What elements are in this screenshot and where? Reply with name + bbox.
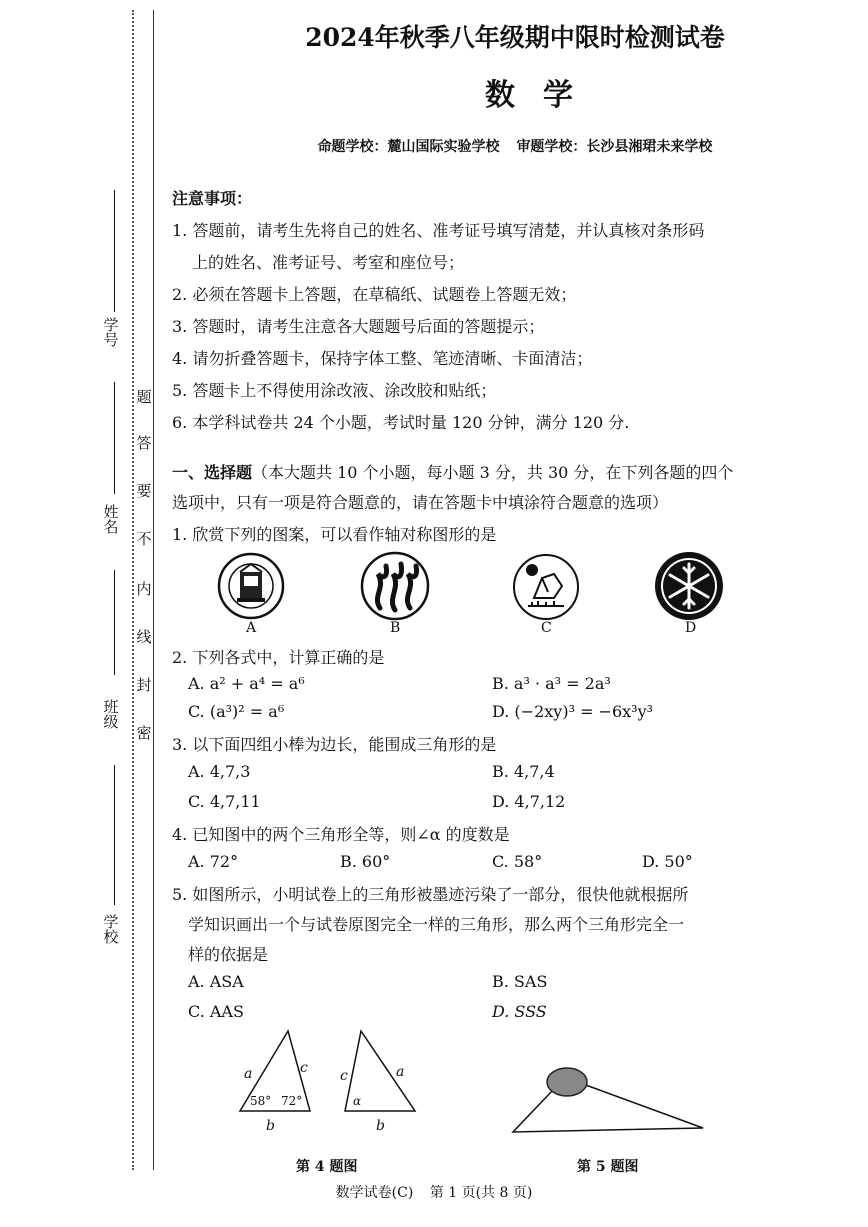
q1-option-label: A xyxy=(246,620,257,636)
notice-item: 1. 答题前，请考生先将自己的姓名、准考证号填写清楚，并认真核对条形码 xyxy=(172,221,705,240)
q5-option-c: C. AAS xyxy=(188,1002,244,1021)
footer-page: 第 1 页(共 8 页) xyxy=(429,1185,533,1201)
seal-char: 封 xyxy=(136,676,152,694)
q3-option-d: D. 4,7,12 xyxy=(492,792,566,811)
page-footer xyxy=(0,1182,868,1202)
q1-stem: 1. 欣赏下列的图案，可以看作轴对称图形的是 xyxy=(172,525,497,544)
fig4-tri1-side-a: a xyxy=(244,1066,253,1082)
notice-item: 4. 请勿折叠答题卡，保持字体工整、笔迹清晰、卡面清洁； xyxy=(172,349,593,368)
q4-option-a: A. 72° xyxy=(188,852,239,871)
q2-stem: 2. 下列各式中，计算正确的是 xyxy=(172,648,385,667)
section1-intro xyxy=(172,460,733,483)
cut-dotted-line xyxy=(132,10,134,1170)
notice-heading: 注意事项： xyxy=(172,189,253,208)
q5-option-d: D. SSS xyxy=(492,1002,547,1021)
q1-option-a-emblem-icon xyxy=(215,552,287,620)
school-underline[interactable] xyxy=(114,765,116,905)
fig4-tri1-angle-right: 72° xyxy=(281,1094,303,1108)
notice-item: 6. 本学科试卷共 24 个小题，考试时量 120 分钟，满分 120 分. xyxy=(172,413,630,432)
seal-char: 题 xyxy=(136,388,152,406)
fig4-tri2-angle: α xyxy=(353,1094,362,1108)
student-id-label: 学 号 xyxy=(103,316,119,349)
q1-option-label: B xyxy=(390,620,401,636)
seal-char: 要 xyxy=(136,482,152,500)
name-label: 姓 名 xyxy=(103,503,119,536)
fig4-tri2-side-c: c xyxy=(340,1068,348,1084)
section1-desc-2: 选项中，只有一项是符合题意的，请在答题卡中填涂符合题意的选项） xyxy=(172,493,669,512)
q3-stem: 3. 以下面四组小棒为边长，能围成三角形的是 xyxy=(172,735,497,754)
q2-option-a: A. a² + a⁴ = a⁶ xyxy=(188,674,305,693)
q1-option-label: D xyxy=(685,620,697,636)
notice-item: 上的姓名、准考证号、考室和座位号； xyxy=(192,253,465,272)
seal-char: 内 xyxy=(136,580,152,598)
section1-desc: （本大题共 10 个小题，每小题 3 分，共 30 分，在下列各题的四个 xyxy=(252,463,734,482)
seal-char: 不 xyxy=(136,530,152,548)
fig4-tri2-side-a: a xyxy=(396,1064,405,1080)
fig4-tri1-side-b: b xyxy=(266,1118,275,1134)
q1-option-d-snowflake-icon xyxy=(652,550,726,622)
q3-option-a: A. 4,7,3 xyxy=(188,762,251,781)
q4-option-d: D. 50° xyxy=(642,852,693,871)
seal-char: 线 xyxy=(136,628,152,646)
q2-option-b: B. a³ · a³ = 2a³ xyxy=(492,674,611,693)
class-underline[interactable] xyxy=(114,570,116,675)
notice-item: 2. 必须在答题卡上答题，在草稿纸、试题卷上答题无效； xyxy=(172,285,577,304)
q2-option-c: C. (a³)² = a⁶ xyxy=(188,702,285,721)
seal-char: 密 xyxy=(136,724,152,742)
q5-option-a: A. ASA xyxy=(188,972,244,991)
school-label: 学 校 xyxy=(103,913,119,946)
q2-option-d: D. (−2xy)³ = −6x³y³ xyxy=(492,702,654,721)
fig4-caption: 第 4 题图 xyxy=(296,1159,358,1175)
q3-option-c: C. 4,7,11 xyxy=(188,792,261,811)
notice-item: 3. 答题时，请考生注意各大题题号后面的答题提示； xyxy=(172,317,545,336)
reviewer-school: 审题学校：长沙县湘珺未来学校 xyxy=(516,139,713,155)
q3-option-b: B. 4,7,4 xyxy=(492,762,555,781)
footer-subject: 数学试卷(C) xyxy=(335,1185,414,1201)
q5-option-b: B. SAS xyxy=(492,972,548,991)
q1-option-c-building-icon xyxy=(510,552,582,622)
student-id-underline[interactable] xyxy=(114,190,116,312)
exam-title: 2024年秋季八年级期中限时检测试卷 xyxy=(305,23,725,52)
q4-stem: 4. 已知图中的两个三角形全等，则∠α 的度数是 xyxy=(172,825,510,844)
school-credits xyxy=(170,136,860,156)
setter-school: 命题学校：麓山国际实验学校 xyxy=(317,139,500,155)
fig5-stained-triangle xyxy=(505,1060,715,1140)
fig4-tri2-side-b: b xyxy=(376,1118,385,1134)
q5-stem-cont: 学知识画出一个与试卷原图完全一样的三角形，那么两个三角形完全一 xyxy=(188,915,685,934)
fig5-caption: 第 5 题图 xyxy=(577,1159,639,1175)
q5-stem-cont: 样的依据是 xyxy=(188,945,269,964)
q1-option-label: C xyxy=(541,620,552,636)
q4-option-c: C. 58° xyxy=(492,852,543,871)
frame-line xyxy=(153,10,154,1170)
notice-item: 5. 答题卡上不得使用涂改液、涂改胶和贴纸； xyxy=(172,381,497,400)
q5-stem: 5. 如图所示，小明试卷上的三角形被墨迹污染了一部分，很快他就根据所 xyxy=(172,885,689,904)
q1-option-b-flame-icon xyxy=(358,550,432,622)
section1-heading: 一、选择题 xyxy=(172,463,253,482)
fig4-tri1-side-c: c xyxy=(300,1060,308,1076)
fig4-triangle-2 xyxy=(335,1025,425,1120)
class-label: 班 级 xyxy=(103,698,119,731)
q4-option-b: B. 60° xyxy=(340,852,391,871)
name-underline[interactable] xyxy=(114,382,116,494)
ink-blot xyxy=(547,1068,587,1096)
subject-title: 数学 xyxy=(485,78,601,113)
seal-char: 答 xyxy=(136,434,152,452)
fig4-tri1-angle-left: 58° xyxy=(250,1094,272,1108)
